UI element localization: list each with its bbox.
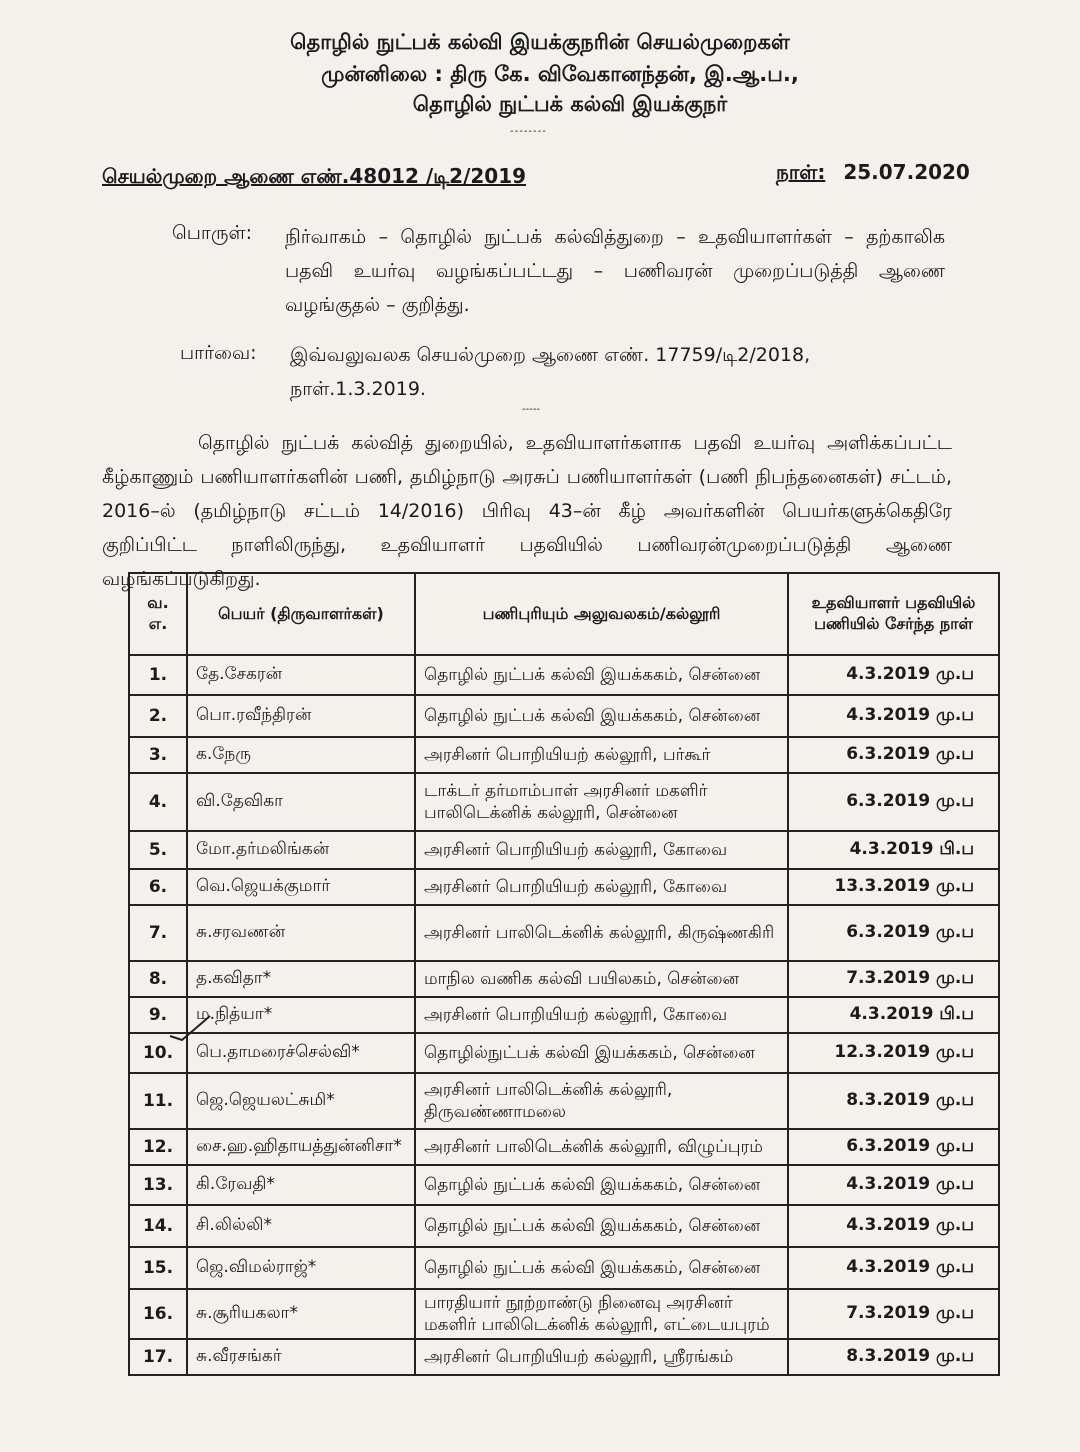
table-row xyxy=(129,997,999,1033)
row-serial: 6. xyxy=(129,869,187,905)
row-join-date: 4.3.2019 மு.ப xyxy=(788,695,999,737)
header-join-date: உதவியாளர் பதவியில் பணியில் சேர்ந்த நாள் xyxy=(788,573,999,655)
subject-text: நிர்வாகம் – தொழில் நுட்பக் கல்வித்துறை – உதவியாளர்கள் – தற்காலிக பதவி உயர்வு வழங்கப்பட்டது – பணிவரன் முறைப்படுத்தி ஆணை வழங்குதல் – குறித்து. xyxy=(285,226,945,316)
row-serial: 14. xyxy=(129,1205,187,1247)
staff-table xyxy=(128,572,1000,1376)
table-row xyxy=(129,1289,999,1339)
table-row xyxy=(129,869,999,905)
order-date-value: 25.07.2020 xyxy=(843,160,970,184)
table-row xyxy=(129,1129,999,1165)
row-office: அரசினர் பாலிடெக்னிக் கல்லூரி, திருவண்ணாமலை xyxy=(415,1073,788,1129)
table-row xyxy=(129,1339,999,1375)
table-row xyxy=(129,1073,999,1129)
table-row xyxy=(129,737,999,773)
row-join-date: 8.3.2019 மு.ப xyxy=(788,1339,999,1375)
table-row xyxy=(129,655,999,695)
row-join-date: 6.3.2019 மு.ப xyxy=(788,737,999,773)
header-line-3: தொழில் நுட்பக் கல்வி இயக்குநர் xyxy=(412,92,728,116)
table-row xyxy=(129,1205,999,1247)
row-serial: 7. xyxy=(129,905,187,961)
row-office: தொழில் நுட்பக் கல்வி இயக்ககம், சென்னை xyxy=(415,1165,788,1205)
reference-label: பார்வை: xyxy=(180,342,257,364)
row-office: பாரதியார் நூற்றாண்டு நினைவு அரசினர் மகளிர் பாலிடெக்னிக் கல்லூரி, எட்டையபுரம் xyxy=(415,1289,788,1339)
row-serial: 11. xyxy=(129,1073,187,1129)
row-name: கி.ரேவதி* xyxy=(187,1165,415,1205)
header-separator: -------- xyxy=(510,126,547,137)
row-name: பொ.ரவீந்திரன் xyxy=(187,695,415,737)
row-name: சு.சூரியகலா* xyxy=(187,1289,415,1339)
reference-text: இவ்வலுவலக செயல்முறை ஆணை எண். 17759/டி2/2018, நாள்.1.3.2019. xyxy=(290,344,811,400)
row-name: ஜெ.ஜெயலட்சுமி* xyxy=(187,1073,415,1129)
row-name: வி.தேவிகா xyxy=(187,773,415,831)
row-join-date: 4.3.2019 பி.ப xyxy=(788,831,999,869)
row-office: தொழில் நுட்பக் கல்வி இயக்ககம், சென்னை xyxy=(415,1247,788,1289)
row-join-date: 4.3.2019 மு.ப xyxy=(788,1165,999,1205)
row-name: சு.சரவணன் xyxy=(187,905,415,961)
row-join-date: 4.3.2019 மு.ப xyxy=(788,1205,999,1247)
row-office: அரசினர் பொறியியற் கல்லூரி, கோவை xyxy=(415,997,788,1033)
row-join-date: 4.3.2019 மு.ப xyxy=(788,1247,999,1289)
header-name: பெயர் (திருவாளர்கள்) xyxy=(187,573,415,655)
table-row xyxy=(129,1033,999,1073)
row-office: அரசினர் பொறியியற் கல்லூரி, ஸ்ரீரங்கம் xyxy=(415,1339,788,1375)
row-serial: 13. xyxy=(129,1165,187,1205)
row-serial: 12. xyxy=(129,1129,187,1165)
row-join-date: 6.3.2019 மு.ப xyxy=(788,905,999,961)
row-join-date: 12.3.2019 மு.ப xyxy=(788,1033,999,1073)
row-join-date: 6.3.2019 மு.ப xyxy=(788,773,999,831)
row-name: சு.வீரசங்கர் xyxy=(187,1339,415,1375)
row-office: அரசினர் பாலிடெக்னிக் கல்லூரி, கிருஷ்ணகிரி xyxy=(415,905,788,961)
order-number: செயல்முறை ஆணை எண்.48012 /டி2/2019 xyxy=(102,164,527,188)
row-name: மோ.தர்மலிங்கன் xyxy=(187,831,415,869)
table-header-row xyxy=(129,573,999,655)
row-join-date: 13.3.2019 மு.ப xyxy=(788,869,999,905)
row-join-date: 7.3.2019 மு.ப xyxy=(788,1289,999,1339)
header-serial: வ. எ. xyxy=(129,573,187,655)
order-date xyxy=(776,160,970,187)
subject-label: பொருள்: xyxy=(172,222,253,244)
row-serial: 16. xyxy=(129,1289,187,1339)
row-join-date: 8.3.2019 மு.ப xyxy=(788,1073,999,1129)
row-name: த.கவிதா* xyxy=(187,961,415,997)
body-paragraph: தொழில் நுட்பக் கல்வித் துறையில், உதவியாளர்களாக பதவி உயர்வு அளிக்கப்பட்ட கீழ்காணும் பணியாளர்களின் பணி, தமிழ்நாடு அரசுப் பணியாளர்கள் (பணி நிபந்தனைகள்) சட்டம், 2016–ல் (தமிழ்நாடு சட்டம் 14/2016) பிரிவு 43–ன் கீழ் அவர்களின் பெயர்களுக்கெதிரே குறிப்பிட்ட நாளிலிருந்து, உதவியாளர் பதவியில் பணிவரன்முறைப்படுத்தி ஆணை வழங்கப்படுகிறது. xyxy=(102,432,952,590)
row-serial: 10. xyxy=(129,1033,187,1073)
table-row xyxy=(129,831,999,869)
row-name: பெ.தாமரைச்செல்வி* xyxy=(187,1033,415,1073)
row-office: தொழில்நுட்பக் கல்வி இயக்ககம், சென்னை xyxy=(415,1033,788,1073)
row-join-date: 4.3.2019 மு.ப xyxy=(788,655,999,695)
row-name: க.நேரு xyxy=(187,737,415,773)
row-office: மாநில வணிக கல்வி பயிலகம், சென்னை xyxy=(415,961,788,997)
table-row xyxy=(129,695,999,737)
header-line-2: முன்னிலை : திரு கே. விவேகானந்தன், இ.ஆ.ப., xyxy=(321,62,799,86)
row-name: சி.லில்லி* xyxy=(187,1205,415,1247)
table-row xyxy=(129,1247,999,1289)
row-name: ம.நித்யா* xyxy=(187,997,415,1033)
row-serial: 9. xyxy=(129,997,187,1033)
row-serial: 1. xyxy=(129,655,187,695)
row-serial: 17. xyxy=(129,1339,187,1375)
row-office: டாக்டர் தர்மாம்பாள் அரசினர் மகளிர் பாலிடெக்னிக் கல்லூரி, சென்னை xyxy=(415,773,788,831)
reference-separator: ----- xyxy=(522,404,541,415)
row-name: வெ.ஜெயக்குமார் xyxy=(187,869,415,905)
row-serial: 4. xyxy=(129,773,187,831)
row-office: அரசினர் பொறியியற் கல்லூரி, கோவை xyxy=(415,831,788,869)
row-office: அரசினர் பொறியியற் கல்லூரி, கோவை xyxy=(415,869,788,905)
row-name: ஜெ.விமல்ராஜ்* xyxy=(187,1247,415,1289)
handwritten-tick-mark xyxy=(168,1014,212,1042)
row-serial: 3. xyxy=(129,737,187,773)
row-office: அரசினர் பாலிடெக்னிக் கல்லூரி, விழுப்புரம் xyxy=(415,1129,788,1165)
table-row xyxy=(129,961,999,997)
row-serial: 2. xyxy=(129,695,187,737)
row-office: தொழில் நுட்பக் கல்வி இயக்ககம், சென்னை xyxy=(415,1205,788,1247)
row-join-date: 7.3.2019 மு.ப xyxy=(788,961,999,997)
row-join-date: 6.3.2019 மு.ப xyxy=(788,1129,999,1165)
row-serial: 8. xyxy=(129,961,187,997)
header-office: பணிபுரியும் அலுவலகம்/கல்லூரி xyxy=(415,573,788,655)
row-office: தொழில் நுட்பக் கல்வி இயக்ககம், சென்னை xyxy=(415,695,788,737)
header-line-1: தொழில் நுட்பக் கல்வி இயக்குநரின் செயல்முறைகள் xyxy=(290,30,790,54)
table-body xyxy=(129,655,999,1375)
table-row xyxy=(129,1165,999,1205)
row-serial: 5. xyxy=(129,831,187,869)
table-row xyxy=(129,773,999,831)
row-join-date: 4.3.2019 பி.ப xyxy=(788,997,999,1033)
row-name: சை.ஹ.ஹிதாயத்துன்னிசா* xyxy=(187,1129,415,1165)
row-name: தே.சேகரன் xyxy=(187,655,415,695)
row-office: அரசினர் பொறியியற் கல்லூரி, பர்கூர் xyxy=(415,737,788,773)
row-serial: 15. xyxy=(129,1247,187,1289)
table-row xyxy=(129,905,999,961)
row-office: தொழில் நுட்பக் கல்வி இயக்ககம், சென்னை xyxy=(415,655,788,695)
order-date-label: நாள்: xyxy=(776,160,826,184)
